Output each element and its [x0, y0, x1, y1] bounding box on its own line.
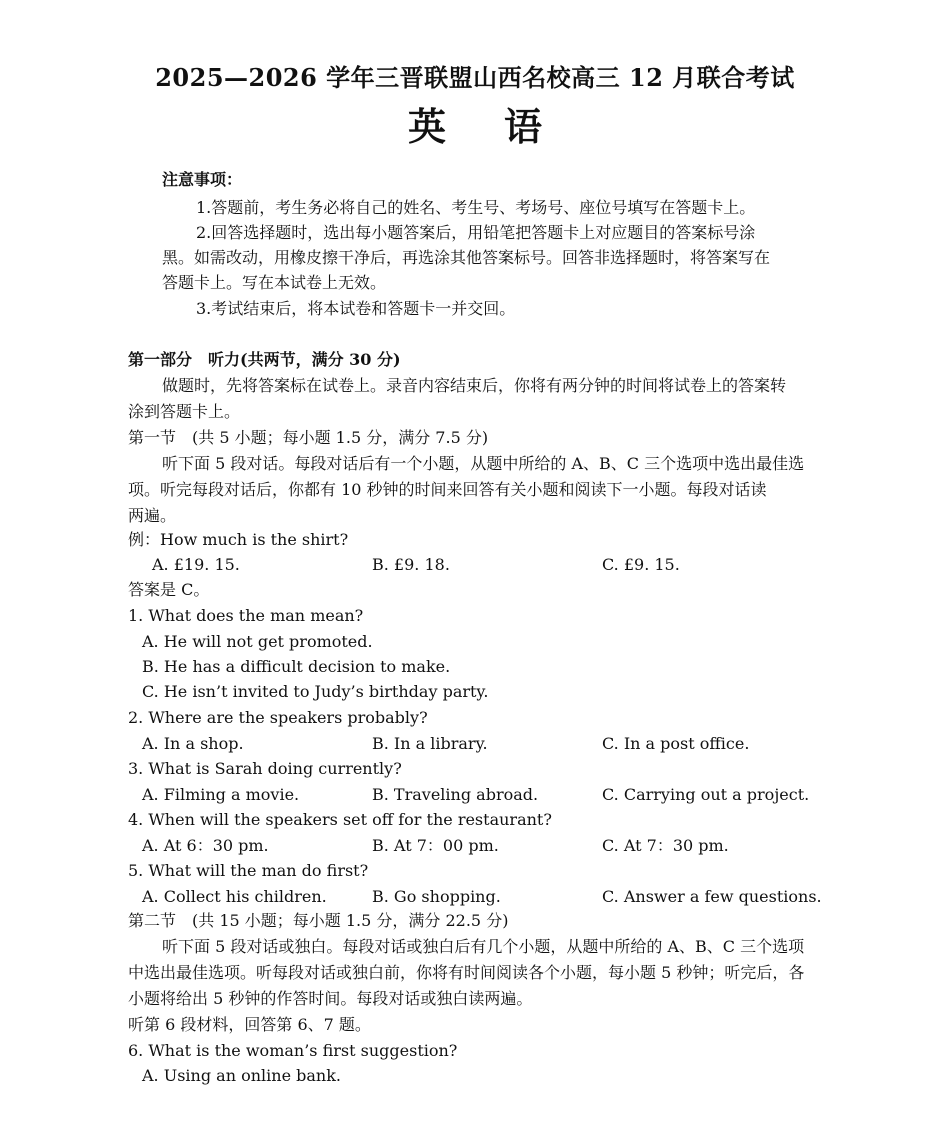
- example-option-a: A. £19. 15.: [152, 555, 240, 574]
- part1-heading: 第一部分 听力(共两节，满分 30 分): [128, 350, 401, 369]
- notes-heading: 注意事项：: [162, 170, 243, 189]
- example-option-c: C. £9. 15.: [602, 555, 680, 574]
- question-1: 1. What does the man mean?: [128, 606, 364, 625]
- question-2: 2. Where are the speakers probably?: [128, 708, 428, 727]
- option-3a: A. Filming a movie.: [142, 785, 300, 804]
- option-4b: B. At 7：00 pm.: [372, 836, 499, 855]
- option-2b: B. In a library.: [372, 734, 488, 753]
- option-6a: A. Using an online bank.: [142, 1066, 341, 1085]
- subject-title: 英语: [407, 104, 600, 149]
- section1-intro-line: 听下面 5 段对话。每段对话后有一个小题，从题中所给的 A、B、C 三个选项中选出最佳选: [162, 454, 805, 473]
- option-5c: C. Answer a few questions.: [602, 887, 822, 906]
- question-6: 6. What is the woman’s first suggestion?: [128, 1041, 458, 1060]
- question-4: 4. When will the speakers set off for the restaurant?: [128, 810, 552, 829]
- option-4a: A. At 6：30 pm.: [142, 836, 269, 855]
- section2-intro-line: 小题将给出 5 秒钟的作答时间。每段对话或独白读两遍。: [128, 989, 533, 1008]
- notes-line: 1.答题前，考生务必将自己的姓名、考生号、考场号、座位号填写在答题卡上。: [196, 198, 756, 217]
- option-5b: B. Go shopping.: [372, 887, 501, 906]
- exam-title: 2025—2026 学年三晋联盟山西名校高三 12 月联合考试: [155, 63, 795, 92]
- option-2c: C. In a post office.: [602, 734, 750, 753]
- section1-intro-line: 项。听完每段对话后，你都有 10 秒钟的时间来回答有关小题和阅读下一小题。每段对话读: [128, 480, 767, 499]
- section2-intro-line: 听下面 5 段对话或独白。每段对话或独白后有几个小题，从题中所给的 A、B、C 三个选项: [162, 937, 805, 956]
- section1-heading: 第一节 (共 5 小题；每小题 1.5 分，满分 7.5 分): [128, 428, 489, 447]
- option-1a: A. He will not get promoted.: [142, 632, 373, 651]
- option-2a: A. In a shop.: [142, 734, 244, 753]
- option-3b: B. Traveling abroad.: [372, 785, 539, 804]
- part1-intro-line: 涂到答题卡上。: [128, 402, 241, 421]
- section2-intro-line: 中选出最佳选项。听每段对话或独白前，你将有时间阅读各个小题，每小题 5 秒钟；听完后，各: [128, 963, 805, 982]
- option-3c: C. Carrying out a project.: [602, 785, 810, 804]
- option-1c: C. He isn’t invited to Judy’s birthday party.: [142, 682, 489, 701]
- question-3: 3. What is Sarah doing currently?: [128, 759, 402, 778]
- question-5: 5. What will the man do first?: [128, 861, 369, 880]
- option-4c: C. At 7：30 pm.: [602, 836, 729, 855]
- section1-intro-line: 两遍。: [128, 506, 177, 525]
- example-question: 例：How much is the shirt?: [128, 530, 349, 549]
- example-option-b: B. £9. 18.: [372, 555, 450, 574]
- section2-heading: 第二节 (共 15 小题；每小题 1.5 分，满分 22.5 分): [128, 911, 509, 930]
- section2-material: 听第 6 段材料，回答第 6、7 题。: [128, 1015, 371, 1034]
- part1-intro-line: 做题时，先将答案标在试卷上。录音内容结束后，你将有两分钟的时间将试卷上的答案转: [162, 376, 787, 395]
- notes-line: 2.回答选择题时，选出每小题答案后，用铅笔把答题卡上对应题目的答案标号涂: [196, 223, 756, 242]
- notes-line: 答题卡上。写在本试卷上无效。: [162, 273, 387, 292]
- notes-line: 3.考试结束后，将本试卷和答题卡一并交回。: [196, 299, 516, 318]
- example-answer: 答案是 C。: [128, 580, 210, 599]
- option-1b: B. He has a difficult decision to make.: [142, 657, 451, 676]
- option-5a: A. Collect his children.: [142, 887, 327, 906]
- notes-line: 黑。如需改动，用橡皮擦干净后，再选涂其他答案标号。回答非选择题时，将答案写在: [162, 248, 771, 267]
